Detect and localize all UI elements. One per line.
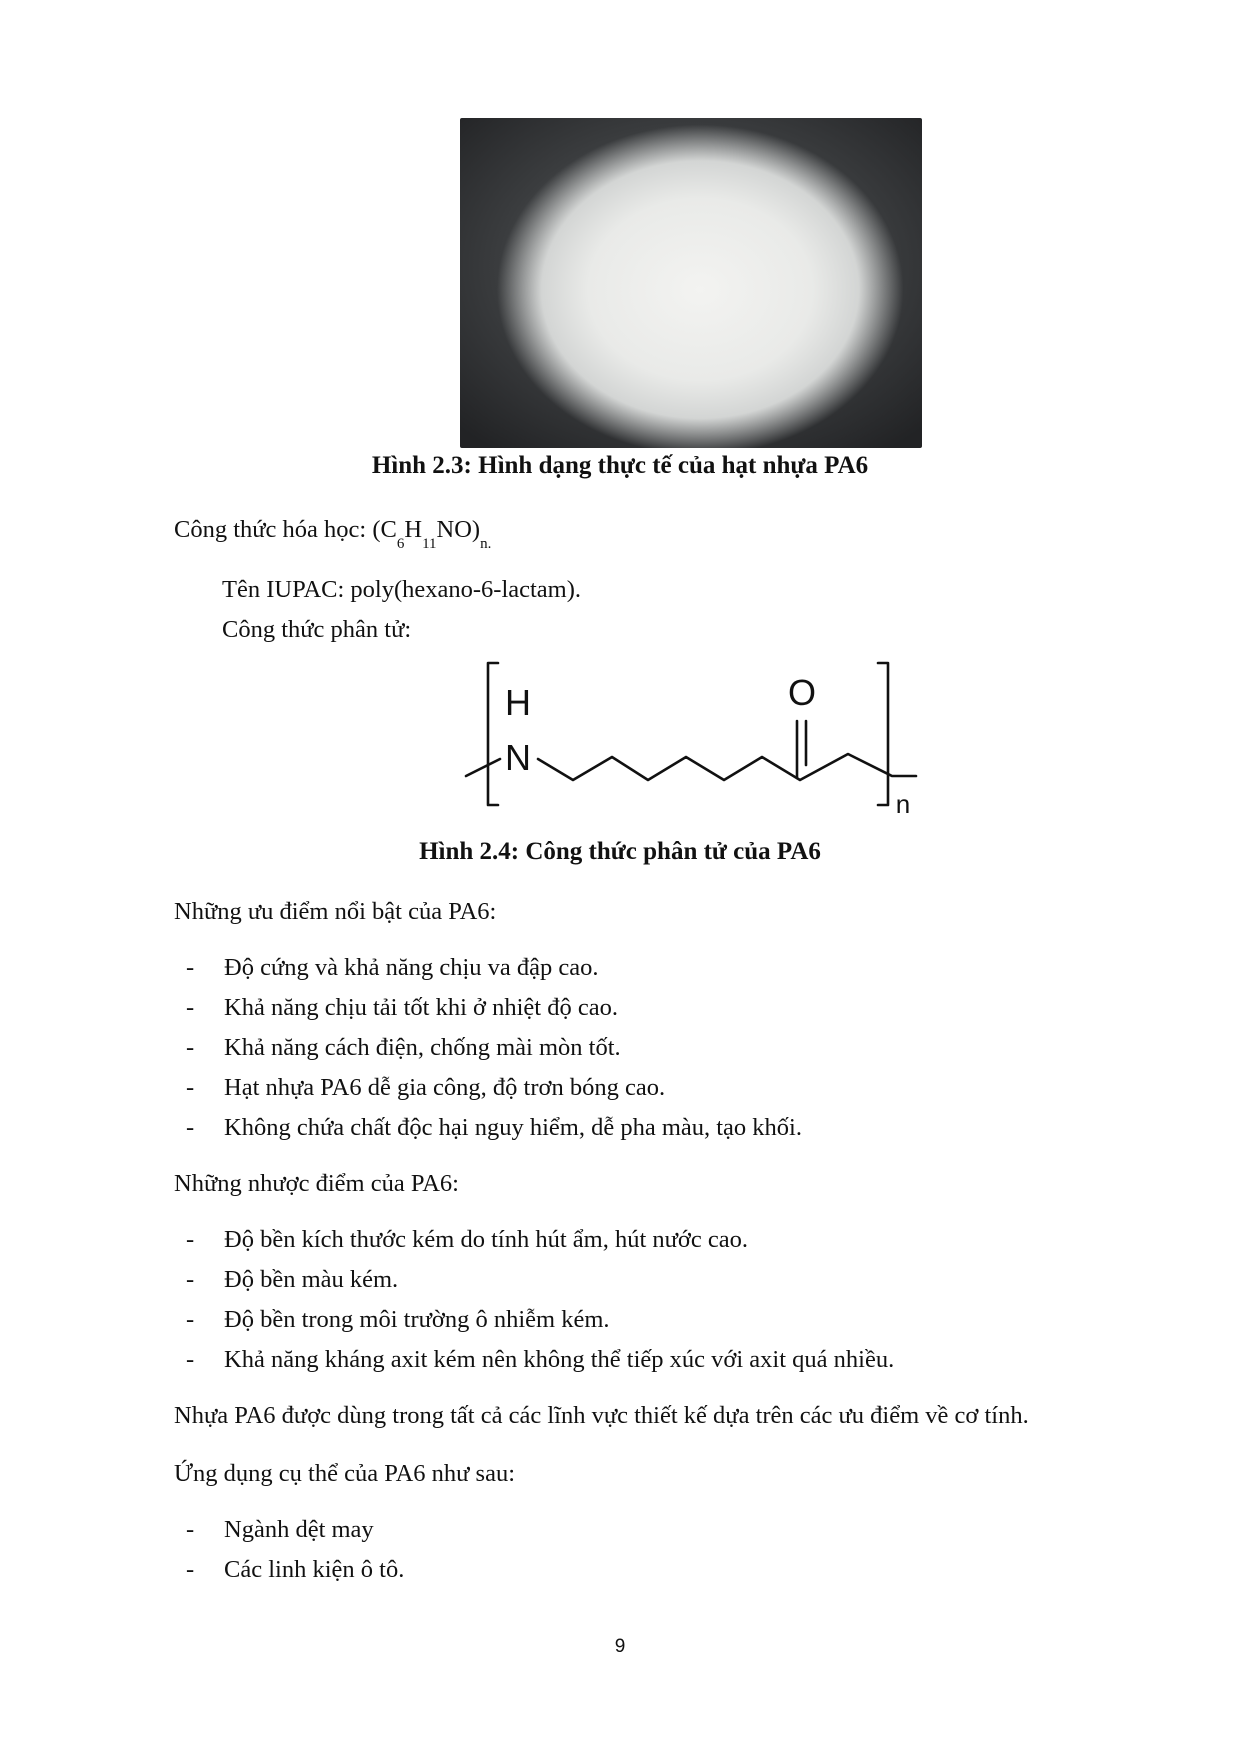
figure-caption-2-3: Hình 2.3: Hình dạng thực tế của hạt nhựa PA6 — [371, 452, 869, 479]
document-page: Hình 2.3: Hình dạng thực tế của hạt nhựa PA6 Công thức hóa học: $(C_6H_{11}NO)_{n.}$ Tên IUPAC: poly(hexano-6-lactam). Công thức phân tử: H N O n Hình 2.4: Công thức phân tử của PA6 Những ưu điểm nổi bật của PA6: - Độ cứng và khả năng chịu va đập cao. - Khả năng chịu tải tốt khi ở nhiệt độ cao. - Khả năng cách điện, chống mài mòn tốt. - Hạt nhựa PA6 dễ gia công, độ trơn bóng cao. - Không chứa chất độc hại nguy hiểm, dễ pha màu, tạo khối. Những nhược điểm của PA6: - Độ bền kích thước kém do tính hút ẩm, hút nước cao. - Độ bền màu kém. - Độ bền trong môi trường ô nhiễm kém. - Khả năng kháng axit kém nên không thể tiếp xúc với axit quá nhiều. Nhựa PA6 được dùng trong tất cả các lĩnh vực thiết kế dựa trên các ưu điểm về cơ tính. Ứng dụng cụ thể của PA6 như sau: - Ngành dệt may - Các linh kiện ô tô. 9 — [0, 0, 1240, 1754]
molecular-formula-label: Công thức phân tử: — [222, 616, 412, 643]
page-number: 9 — [614, 1636, 626, 1657]
repeat-n: n — [895, 789, 911, 819]
chain-bonds — [538, 754, 916, 780]
pa6-structure-diagram — [460, 655, 920, 820]
atom-o: O — [787, 672, 817, 713]
iupac-name: Tên IUPAC: poly(hexano-6-lactam). — [222, 576, 582, 603]
chemical-formula: Công thức hóa học: $(C_6H_{11}NO)_{n.}$ — [174, 516, 492, 552]
left-bracket — [488, 663, 498, 805]
atom-h: H — [505, 682, 531, 723]
advantages-heading: Những ưu điểm nổi bật của PA6: — [174, 898, 497, 925]
figure-caption-2-4: Hình 2.4: Công thức phân tử của PA6 — [419, 838, 821, 865]
left-bond — [466, 759, 500, 776]
usage-paragraph: Nhựa PA6 được dùng trong tất cả các lĩnh vực thiết kế dựa trên các ưu điểm về cơ tính. — [174, 1402, 1029, 1429]
atom-n: N — [505, 737, 531, 778]
disadvantages-heading: Những nhược điểm của PA6: — [174, 1170, 459, 1197]
applications-heading: Ứng dụng cụ thể của PA6 như sau: — [174, 1460, 516, 1487]
right-bracket — [878, 663, 888, 805]
pa6-pellets-photo — [460, 118, 922, 448]
